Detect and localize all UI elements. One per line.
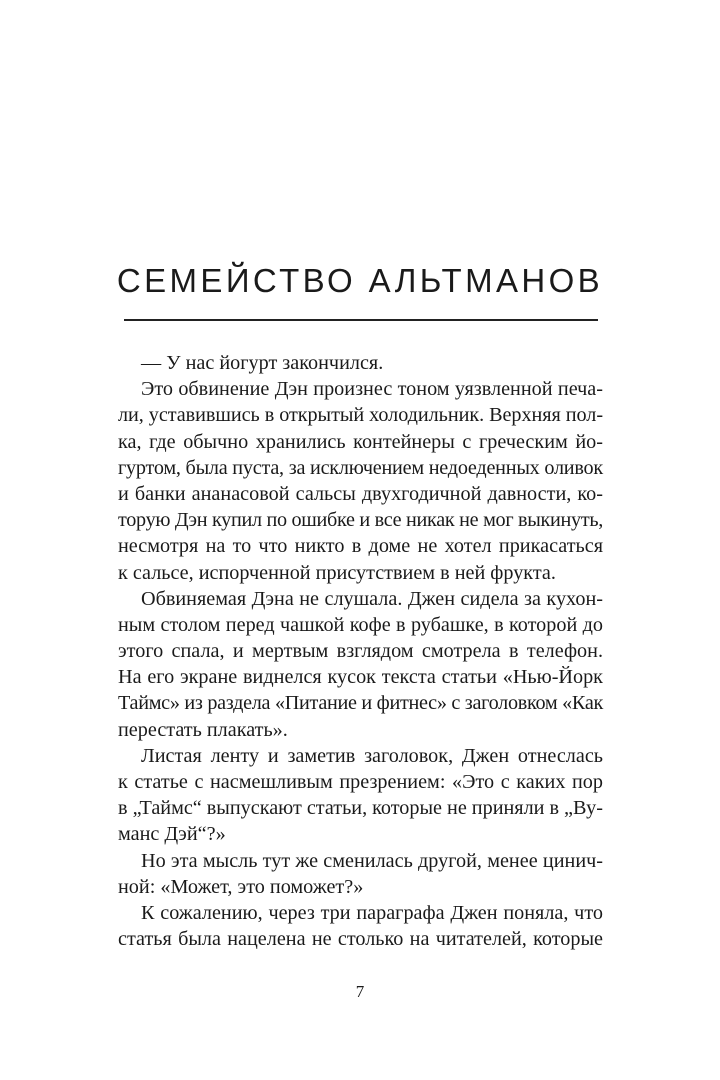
text-line: К сожалению, через три параграфа Джен поняла, что xyxy=(141,901,603,924)
text-line: торую Дэн купил по ошибке и все никак не мог выкинуть, xyxy=(118,509,603,532)
text-line: ли, уставившись в открытый холодильник. Верхняя пол- xyxy=(118,404,603,427)
text-line: гуртом, была пуста, за исключением недоеденных оливок xyxy=(118,456,603,479)
text-line: Обвиняемая Дэна не слушала. Джен сидела за кухон- xyxy=(141,587,603,610)
page-number: 7 xyxy=(355,982,365,1001)
chapter-title: СЕМЕЙСТВО АЛЬТМАНОВ xyxy=(116,262,604,299)
text-line: Но эта мысль тут же сменилась другой, менее цинич- xyxy=(141,849,603,872)
text-line: ной: «Может, это поможет?» xyxy=(118,875,364,898)
text-line: ка, где обычно хранились контейнеры с греческим йо- xyxy=(118,430,603,453)
text-line: в „Таймс“ выпускают статьи, которые не приняли в „Ву- xyxy=(118,797,603,820)
text-line: перестать плакать». xyxy=(118,718,288,741)
text-line: Это обвинение Дэн произнес тоном уязвленной печа- xyxy=(141,378,603,401)
text-line: Таймс» из раздела «Питание и фитнес» с заголовком «Как xyxy=(118,692,603,715)
text-line: к статье с насмешливым презрением: «Это с каких пор xyxy=(118,771,603,793)
text-line: манс Дэй“?» xyxy=(118,823,226,846)
text-line: статья была нацелена не столько на читателей, которые xyxy=(118,928,603,951)
text-line: и банки ананасовой сальсы двухгодичной давности, ко- xyxy=(118,482,603,505)
text-line: Листая ленту и заметив заголовок, Джен отнеслась xyxy=(141,744,603,767)
text-line: несмотря на то что никто в доме не хотел прикасаться xyxy=(118,535,603,558)
title-underline-rule xyxy=(124,319,598,321)
text-line: На его экране виднелся кусок текста статьи «Нью-Йорк xyxy=(118,666,603,689)
text-line: ным столом перед чашкой кофе в рубашке, в которой до xyxy=(118,613,603,636)
text-line: этого спала, и мертвым взглядом смотрела в телефон. xyxy=(118,640,603,663)
text-line: к сальсе, испорченной присутствием в ней фрукта. xyxy=(118,561,556,584)
body-text xyxy=(118,350,603,952)
text-line: — У нас йогурт закончился. xyxy=(141,352,384,374)
